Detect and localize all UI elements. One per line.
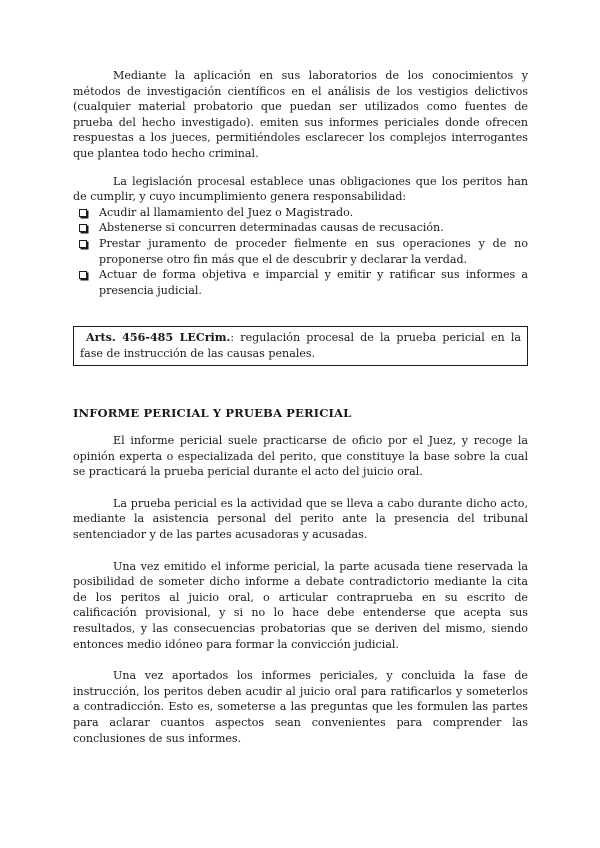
list-item [73,220,528,236]
list-item-text: Acudir al llamamiento del Juez o Magistrado. [99,205,354,219]
checkbox-bullet-icon [79,224,87,232]
checkbox-bullet-icon [79,271,87,279]
document-page [73,68,528,746]
checkbox-bullet-icon [79,240,87,248]
list-item [73,205,528,221]
list-item-text: Actuar de forma objetiva e imparcial y emitir y ratificar sus informes a presencia judicial. [99,268,528,297]
paragraph-ratificacion: Una vez aportados los informes periciales, y concluida la fase de instrucción, los peritos deben acudir al juicio oral para ratificarlos y someterlos a contradicción. Esto es, someterse a las preguntas que les formulen las partes para aclarar cuantos aspectos sean convenientes para comprender las conclusiones de sus informes. [73,669,528,745]
legal-reference-text: : regulación procesal de la prueba pericial en la fase de instrucción de las causas penales. [80,331,521,360]
section-heading: INFORME PERICIAL Y PRUEBA PERICIAL [73,405,352,420]
legal-reference-articles: Arts. 456-485 LECrim. [86,331,231,345]
paragraph-prueba-pericial: La prueba pericial es la actividad que se lleva a cabo durante dicho acto, mediante la asistencia personal del perito ante la presencia del tribunal sentenciador y de las partes acusadoras y acusadas. [73,496,528,542]
list-item-text: Abstenerse si concurren determinadas causas de recusación. [99,221,444,235]
paragraph-informe-pericial: El informe pericial suele practicarse de oficio por el Juez, y recoge la opinión experta o especializada del perito, que constituye la base sobre la cual se practicará la prueba pericial durante el acto del juicio oral. [73,434,528,479]
checkbox-bullet-icon [79,209,87,217]
obligations-list [73,205,528,299]
list-item [73,236,528,267]
list-item [73,267,528,298]
legal-reference-box [73,326,528,365]
paragraph-legal-obligations: La legislación procesal establece unas obligaciones que los peritos han de cumplir, y cuyo incumplimiento genera responsabilidad: [73,174,528,204]
list-item-text: Prestar juramento de proceder fielmente en sus operaciones y de no proponerse otro fin más que el de descubrir y declarar la verdad. [99,236,528,266]
paragraph-contradiccion: Una vez emitido el informe pericial, la parte acusada tiene reservada la posibilidad de someter dicho informe a debate contradictorio mediante la cita de los peritos al juicio oral, o articular contraprueba en su escrito de calificación provisional, y si no lo hace debe entenderse que acepta sus resultados, y las consecuencias probatorias que se deriven del mismo, siendo entonces medio idóneo para formar la convicción judicial. [73,559,528,651]
paragraph-laboratory-methods: Mediante la aplicación en sus laboratorios de los conocimientos y métodos de investigación científicos en el análisis de los vestigios delictivos (cualquier material probatorio que puedan ser utilizados como fuentes de prueba del hecho investigado). emiten sus informes periciales donde ofrecen respuestas a los jueces, permitiéndoles esclarecer los complejos interrogantes que plantea todo hecho criminal. [73,69,528,160]
